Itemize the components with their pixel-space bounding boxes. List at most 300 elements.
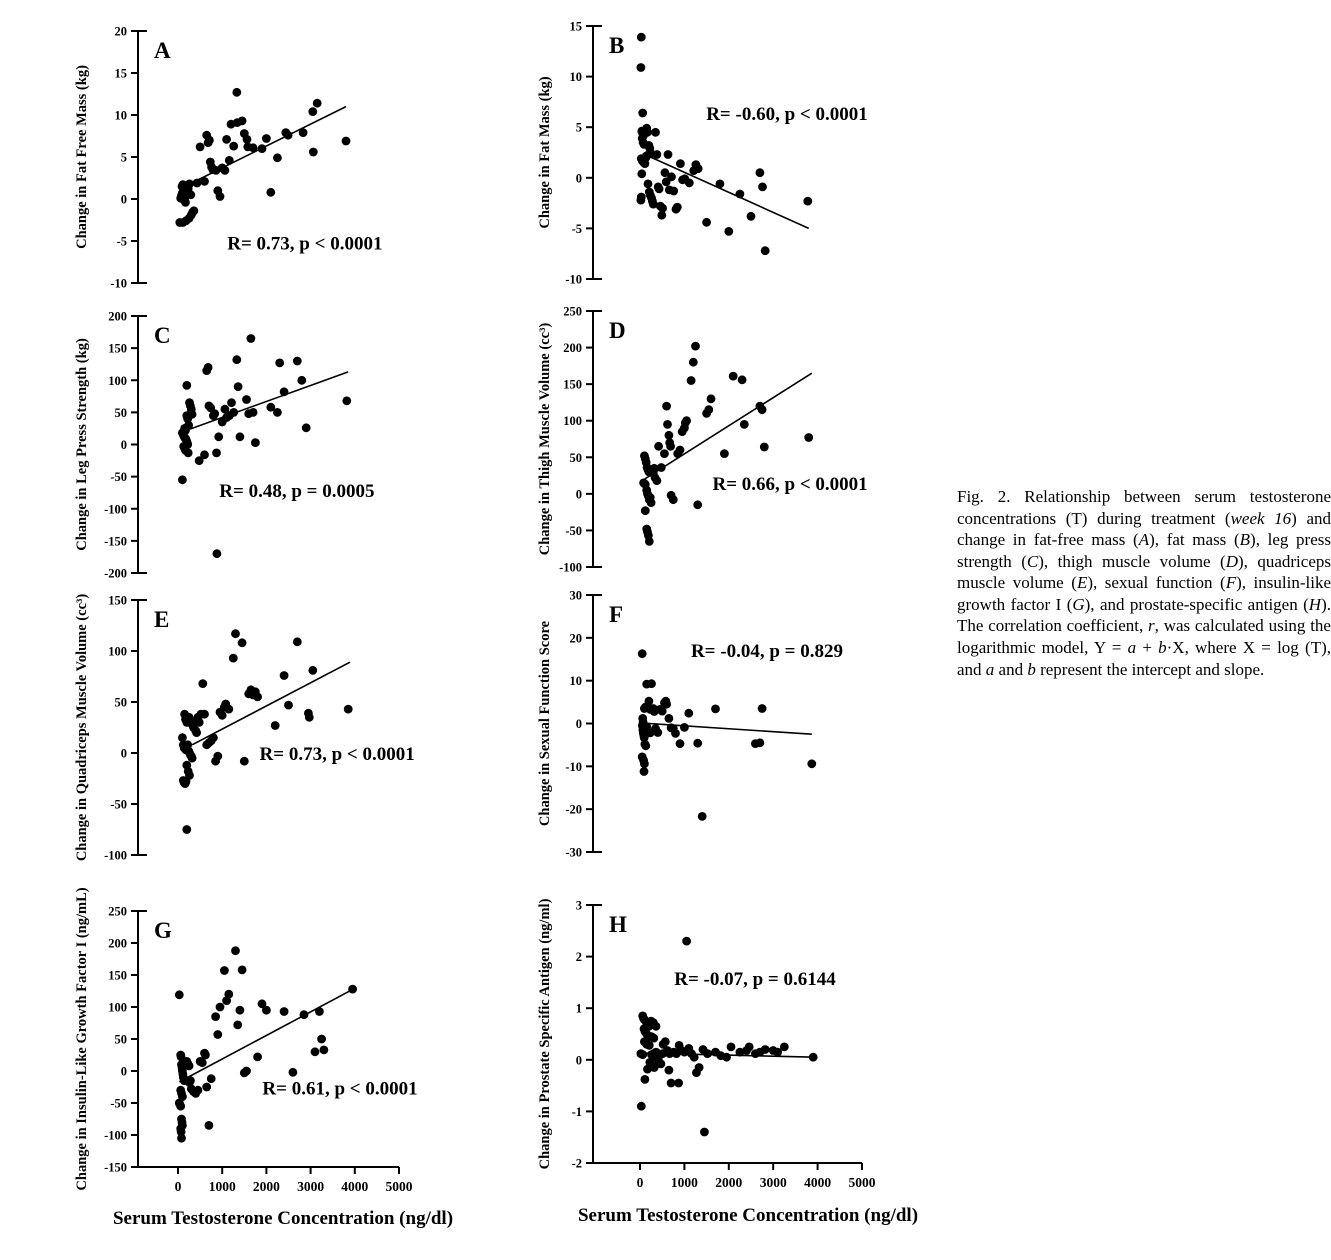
data-point bbox=[175, 990, 184, 999]
data-point bbox=[221, 166, 230, 175]
data-point bbox=[201, 1051, 210, 1060]
data-point bbox=[643, 128, 652, 137]
data-point bbox=[227, 398, 236, 407]
data-point bbox=[293, 357, 302, 366]
data-point bbox=[641, 1075, 650, 1084]
data-point bbox=[229, 654, 238, 663]
data-point bbox=[220, 966, 229, 975]
data-point bbox=[667, 1079, 676, 1088]
data-point bbox=[186, 190, 195, 199]
x-tick-label: 1000 bbox=[208, 1179, 236, 1194]
caption-segment: ). The correlation coefficient, bbox=[957, 594, 1331, 636]
data-point bbox=[200, 177, 209, 186]
x-tick-label: 3000 bbox=[297, 1179, 325, 1194]
data-point bbox=[249, 408, 258, 417]
data-point bbox=[638, 1050, 647, 1059]
data-point bbox=[195, 718, 204, 727]
data-point bbox=[311, 1047, 320, 1056]
caption-italic-segment: A bbox=[1138, 530, 1150, 550]
data-point bbox=[300, 1010, 309, 1019]
y-tick-label: 15 bbox=[114, 66, 127, 81]
data-point bbox=[761, 1045, 770, 1054]
data-point bbox=[297, 376, 306, 385]
data-point bbox=[308, 107, 317, 116]
data-point bbox=[210, 409, 219, 418]
panel-letter: E bbox=[154, 607, 170, 632]
y-tick-label: 50 bbox=[114, 1032, 127, 1047]
x-axis-title-right: Serum Testosterone Concentration (ng/dl) bbox=[577, 1205, 919, 1226]
y-axis-label: Change in Leg Press Strength (kg) bbox=[74, 338, 90, 551]
data-point bbox=[661, 697, 670, 706]
y-tick-label: 3 bbox=[575, 898, 582, 913]
data-point bbox=[200, 710, 209, 719]
data-point bbox=[293, 637, 302, 646]
x-axis-title-left: Serum Testosterone Concentration (ng/dl) bbox=[112, 1208, 454, 1229]
data-point bbox=[729, 372, 738, 381]
y-tick-label: -10 bbox=[565, 272, 582, 287]
data-point bbox=[649, 1034, 658, 1043]
caption-segment: ), leg press strength ( bbox=[957, 530, 1331, 571]
panel-B bbox=[537, 20, 868, 287]
y-tick-label: 150 bbox=[108, 968, 127, 983]
data-point bbox=[707, 394, 716, 403]
data-point bbox=[284, 131, 293, 140]
data-point bbox=[663, 420, 672, 429]
x-tick-label: 2000 bbox=[715, 1175, 743, 1190]
y-axis-label: Change in Quadriceps Muscle Volume (cc³) bbox=[74, 593, 90, 862]
data-point bbox=[689, 358, 698, 367]
caption-italic-segment: E bbox=[1076, 573, 1088, 593]
data-point bbox=[809, 1053, 818, 1062]
data-point bbox=[653, 150, 662, 159]
panel-letter: G bbox=[154, 918, 172, 943]
data-point bbox=[682, 937, 691, 946]
y-tick-label: -150 bbox=[104, 534, 127, 549]
data-point bbox=[313, 99, 322, 108]
panel-letter: D bbox=[609, 318, 626, 343]
x-tick-label: 4000 bbox=[341, 1179, 369, 1194]
data-point bbox=[186, 1076, 195, 1085]
y-tick-label: 250 bbox=[563, 304, 582, 319]
data-point bbox=[194, 1086, 203, 1095]
y-tick-label: 0 bbox=[120, 746, 127, 761]
data-point bbox=[273, 408, 282, 417]
data-point bbox=[253, 693, 262, 702]
data-point bbox=[637, 1102, 646, 1111]
data-point bbox=[676, 739, 685, 748]
caption-segment: + bbox=[1136, 638, 1159, 658]
figure-caption bbox=[957, 486, 1331, 680]
y-tick-label: 0 bbox=[575, 1053, 582, 1068]
y-tick-label: 0 bbox=[120, 438, 127, 452]
caption-italic-segment: b bbox=[1158, 638, 1167, 658]
data-point bbox=[280, 671, 289, 680]
y-tick-label: -30 bbox=[565, 845, 582, 860]
y-tick-label: -5 bbox=[116, 234, 127, 249]
data-point bbox=[693, 739, 702, 748]
data-point bbox=[266, 188, 275, 197]
data-point bbox=[284, 701, 293, 710]
regression-line bbox=[190, 372, 348, 429]
data-point bbox=[273, 153, 282, 162]
data-point bbox=[271, 721, 280, 730]
data-point bbox=[676, 446, 685, 455]
data-point bbox=[238, 638, 247, 647]
data-point bbox=[182, 777, 191, 786]
data-point bbox=[685, 179, 694, 188]
data-point bbox=[643, 1065, 652, 1074]
data-point bbox=[665, 714, 674, 723]
data-point bbox=[664, 150, 673, 159]
data-point bbox=[243, 135, 252, 144]
caption-segment: ), sexual function ( bbox=[1087, 573, 1226, 593]
data-point bbox=[344, 705, 353, 714]
data-point bbox=[640, 759, 649, 768]
data-point bbox=[694, 164, 703, 173]
data-point bbox=[234, 382, 243, 391]
y-axis-label: Change in Fat Free Mass (kg) bbox=[74, 65, 90, 249]
caption-italic-segment: b bbox=[1027, 659, 1036, 679]
y-tick-label: 1 bbox=[575, 1001, 582, 1016]
data-point bbox=[232, 88, 241, 97]
y-tick-label: 15 bbox=[569, 19, 582, 34]
data-point bbox=[640, 767, 649, 776]
panel-F bbox=[537, 589, 843, 860]
data-point bbox=[651, 128, 660, 137]
data-point bbox=[698, 812, 707, 821]
data-point bbox=[231, 946, 240, 955]
data-point bbox=[178, 475, 187, 484]
panel-D bbox=[537, 305, 868, 575]
caption-italic-segment: H bbox=[1308, 594, 1322, 614]
data-point bbox=[758, 405, 767, 414]
y-tick-label: 20 bbox=[114, 24, 127, 39]
data-point bbox=[676, 159, 685, 168]
data-point bbox=[242, 1067, 251, 1076]
data-point bbox=[280, 1007, 289, 1016]
data-point bbox=[780, 1043, 789, 1052]
data-point bbox=[691, 342, 700, 351]
y-tick-label: 100 bbox=[563, 414, 582, 429]
y-tick-label: 100 bbox=[108, 373, 127, 388]
data-point bbox=[342, 137, 351, 146]
data-point bbox=[207, 1074, 216, 1083]
data-point bbox=[205, 136, 214, 145]
caption-italic-segment: C bbox=[1026, 551, 1039, 571]
y-tick-label: -200 bbox=[104, 566, 127, 581]
data-point bbox=[348, 985, 357, 994]
data-point bbox=[315, 1007, 324, 1016]
data-point bbox=[680, 723, 689, 732]
data-point bbox=[666, 442, 675, 451]
caption-segment: , was calculated using the logarithmic model, Y = bbox=[957, 616, 1331, 658]
data-point bbox=[238, 117, 247, 126]
y-tick-label: 30 bbox=[569, 588, 582, 603]
data-point bbox=[198, 679, 207, 688]
y-tick-label: 50 bbox=[569, 450, 582, 465]
y-tick-label: 5 bbox=[575, 120, 582, 135]
data-point bbox=[641, 741, 650, 750]
data-point bbox=[205, 1121, 214, 1130]
y-tick-label: -150 bbox=[104, 1160, 127, 1175]
data-point bbox=[758, 183, 767, 192]
data-point bbox=[182, 825, 191, 834]
data-point bbox=[258, 144, 267, 153]
data-point bbox=[176, 1102, 185, 1111]
data-point bbox=[224, 705, 233, 714]
data-point bbox=[684, 709, 693, 718]
data-point bbox=[637, 196, 646, 205]
x-tick-label: 2000 bbox=[252, 1179, 280, 1194]
data-point bbox=[198, 1058, 207, 1067]
data-point bbox=[247, 334, 256, 343]
data-point bbox=[185, 1062, 194, 1071]
y-axis-label: Change in Insulin-Like Growth Factor I (ng/mL) bbox=[74, 887, 90, 1191]
panel-letter: H bbox=[609, 912, 627, 937]
data-point bbox=[231, 629, 240, 638]
data-point bbox=[654, 442, 663, 451]
data-point bbox=[185, 180, 194, 189]
data-point bbox=[803, 197, 812, 206]
caption-segment: ), fat mass ( bbox=[1149, 530, 1240, 550]
data-point bbox=[184, 449, 193, 458]
data-point bbox=[673, 203, 682, 212]
y-tick-label: 10 bbox=[114, 108, 127, 123]
data-point bbox=[722, 1053, 731, 1062]
caption-segment: ), and prostate-specific antigen ( bbox=[1084, 594, 1309, 614]
caption-segment: ), insulin-like growth factor I ( bbox=[957, 573, 1331, 614]
y-tick-label: 0 bbox=[575, 717, 582, 731]
data-point bbox=[667, 172, 676, 181]
data-point bbox=[181, 198, 190, 207]
data-point bbox=[299, 128, 308, 137]
caption-segment: and bbox=[994, 659, 1028, 679]
data-point bbox=[669, 495, 678, 504]
y-tick-label: -100 bbox=[104, 1128, 127, 1143]
y-tick-label: 250 bbox=[108, 904, 127, 919]
data-point bbox=[213, 1030, 222, 1039]
data-point bbox=[645, 1041, 654, 1050]
data-point bbox=[253, 1053, 262, 1062]
data-point bbox=[202, 1083, 211, 1092]
data-point bbox=[711, 705, 720, 714]
data-point bbox=[671, 729, 680, 738]
y-tick-label: 50 bbox=[114, 405, 127, 420]
data-point bbox=[690, 1053, 699, 1062]
data-point bbox=[182, 381, 191, 390]
x-tick-label: 4000 bbox=[804, 1175, 832, 1190]
data-point bbox=[236, 432, 245, 441]
data-point bbox=[289, 1068, 298, 1077]
data-point bbox=[658, 204, 667, 213]
data-point bbox=[249, 143, 258, 152]
y-tick-label: 200 bbox=[108, 936, 127, 951]
data-point bbox=[747, 212, 756, 221]
data-point bbox=[262, 134, 271, 143]
data-point bbox=[736, 190, 745, 199]
data-point bbox=[302, 423, 311, 432]
data-point bbox=[262, 1006, 271, 1015]
caption-segment: Fig. 2. Relationship between serum testosterone concentrations (T) during treatment ( bbox=[957, 487, 1331, 528]
data-point bbox=[669, 187, 678, 196]
caption-segment: ·X, where X = log (T), and bbox=[957, 638, 1331, 679]
data-point bbox=[665, 1066, 674, 1075]
data-point bbox=[643, 151, 652, 160]
y-tick-label: 200 bbox=[563, 341, 582, 356]
panel-A bbox=[74, 25, 382, 291]
data-point bbox=[192, 728, 201, 737]
y-tick-label: -5 bbox=[571, 221, 582, 236]
data-point bbox=[320, 1046, 329, 1055]
data-point bbox=[637, 63, 646, 72]
x-tick-label: 5000 bbox=[385, 1179, 413, 1194]
data-point bbox=[720, 449, 729, 458]
y-tick-label: 10 bbox=[569, 674, 582, 689]
y-tick-label: 0 bbox=[120, 1064, 127, 1079]
data-point bbox=[637, 169, 646, 178]
data-point bbox=[225, 156, 234, 165]
y-tick-label: -10 bbox=[565, 759, 582, 774]
data-point bbox=[222, 135, 231, 144]
correlation-annotation: R= -0.04, p = 0.829 bbox=[690, 641, 843, 663]
panel-H bbox=[537, 898, 876, 1190]
correlation-annotation: R= 0.73, p < 0.0001 bbox=[259, 744, 415, 766]
data-point bbox=[213, 549, 222, 558]
data-point bbox=[229, 142, 238, 151]
panel-E bbox=[74, 594, 415, 863]
data-point bbox=[745, 1043, 754, 1052]
data-point bbox=[190, 206, 199, 215]
data-point bbox=[200, 450, 209, 459]
caption-italic-segment: week 16 bbox=[1230, 508, 1292, 528]
panel-letter: C bbox=[154, 323, 171, 348]
caption-italic-segment: F bbox=[1225, 573, 1237, 593]
data-point bbox=[756, 738, 765, 747]
data-point bbox=[193, 179, 202, 188]
data-point bbox=[716, 180, 725, 189]
data-point bbox=[652, 1022, 661, 1031]
data-point bbox=[188, 754, 197, 763]
panel-G bbox=[74, 887, 418, 1194]
data-point bbox=[738, 375, 747, 384]
correlation-annotation: R= 0.48, p = 0.0005 bbox=[219, 481, 375, 503]
data-point bbox=[761, 246, 770, 255]
y-tick-label: 20 bbox=[569, 631, 582, 646]
data-point bbox=[693, 500, 702, 509]
data-point bbox=[645, 697, 654, 706]
x-tick-label: 5000 bbox=[848, 1175, 876, 1190]
data-point bbox=[807, 759, 816, 768]
data-point bbox=[233, 1021, 242, 1030]
data-point bbox=[727, 1043, 736, 1052]
y-tick-label: -1 bbox=[571, 1104, 582, 1119]
data-point bbox=[700, 1128, 709, 1137]
data-point bbox=[238, 966, 247, 975]
data-point bbox=[644, 180, 653, 189]
data-point bbox=[740, 420, 749, 429]
data-point bbox=[637, 33, 646, 42]
y-tick-label: -100 bbox=[559, 560, 582, 575]
data-point bbox=[232, 355, 241, 364]
y-tick-label: 10 bbox=[569, 70, 582, 85]
y-tick-label: -50 bbox=[110, 797, 127, 812]
data-point bbox=[211, 1012, 220, 1021]
data-point bbox=[662, 402, 671, 411]
caption-segment: ) and change in fat-free mass ( bbox=[957, 508, 1331, 550]
data-point bbox=[682, 416, 691, 425]
data-point bbox=[641, 506, 650, 515]
data-point bbox=[309, 148, 318, 157]
correlation-annotation: R= 0.66, p < 0.0001 bbox=[712, 474, 868, 496]
caption-segment: ), thigh muscle volume ( bbox=[1038, 551, 1226, 571]
y-tick-label: 100 bbox=[108, 1000, 127, 1015]
data-point bbox=[212, 449, 221, 458]
regression-line bbox=[192, 662, 350, 745]
y-tick-label: 0 bbox=[575, 171, 582, 186]
y-tick-label: -100 bbox=[104, 502, 127, 517]
data-point bbox=[275, 359, 284, 368]
data-point bbox=[653, 476, 662, 485]
data-point bbox=[804, 433, 813, 442]
correlation-annotation: R= -0.07, p = 0.6144 bbox=[674, 968, 836, 990]
data-point bbox=[218, 711, 227, 720]
y-axis-label: Change in Sexual Function Score bbox=[537, 620, 553, 827]
data-point bbox=[687, 376, 696, 385]
data-point bbox=[647, 498, 656, 507]
y-tick-label: -2 bbox=[571, 1156, 582, 1171]
data-point bbox=[638, 109, 647, 118]
data-point bbox=[704, 405, 713, 414]
caption-italic-segment: a bbox=[985, 659, 995, 679]
data-point bbox=[674, 1079, 683, 1088]
panel-C bbox=[74, 310, 374, 581]
y-tick-label: 5 bbox=[120, 150, 127, 165]
caption-italic-segment: r bbox=[1148, 616, 1155, 636]
data-point bbox=[214, 432, 223, 441]
y-tick-label: -100 bbox=[104, 848, 127, 863]
y-tick-label: 100 bbox=[108, 644, 127, 659]
data-point bbox=[216, 192, 225, 201]
data-point bbox=[657, 1060, 666, 1069]
y-tick-label: -10 bbox=[110, 276, 127, 291]
data-point bbox=[655, 185, 664, 194]
correlation-annotation: R= -0.60, p < 0.0001 bbox=[706, 104, 868, 126]
y-tick-label: 150 bbox=[108, 593, 127, 608]
y-tick-label: 0 bbox=[120, 192, 127, 207]
data-point bbox=[209, 733, 218, 742]
x-tick-label: 0 bbox=[636, 1175, 644, 1190]
y-tick-label: 50 bbox=[114, 695, 127, 710]
data-point bbox=[177, 1134, 186, 1143]
data-point bbox=[695, 1063, 704, 1072]
data-point bbox=[236, 1006, 245, 1015]
y-axis-label: Change in Thigh Muscle Volume (cc³) bbox=[537, 322, 553, 556]
data-point bbox=[758, 704, 767, 713]
data-point bbox=[229, 408, 238, 417]
y-tick-label: 2 bbox=[575, 950, 582, 965]
data-point bbox=[760, 443, 769, 452]
data-point bbox=[756, 168, 765, 177]
y-tick-label: 0 bbox=[575, 487, 582, 502]
caption-italic-segment: D bbox=[1225, 551, 1238, 571]
caption-segment: represent the intercept and slope. bbox=[1035, 659, 1265, 679]
data-point bbox=[647, 679, 656, 688]
caption-italic-segment: a bbox=[1127, 638, 1137, 658]
data-point bbox=[308, 666, 317, 675]
y-tick-label: -50 bbox=[110, 1096, 127, 1111]
data-point bbox=[251, 438, 260, 447]
y-tick-label: -20 bbox=[565, 802, 582, 817]
